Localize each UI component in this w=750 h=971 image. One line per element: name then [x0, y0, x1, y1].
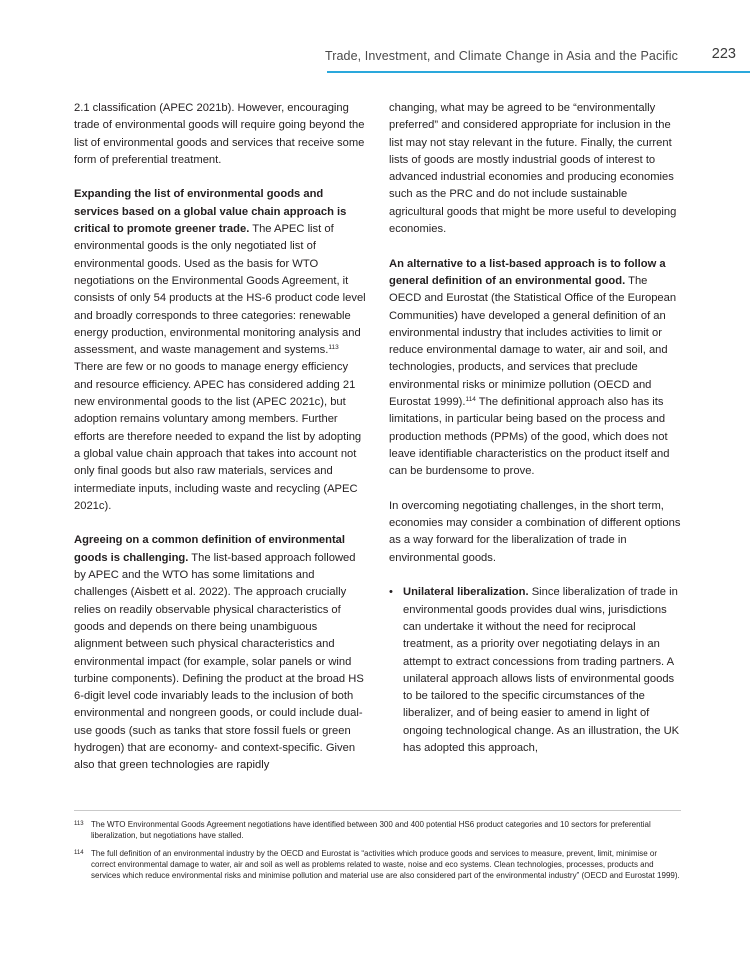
left-column: [74, 100, 367, 792]
page-number: 223: [711, 46, 736, 62]
bullet-lead: Unilateral liberalization.: [403, 586, 529, 599]
paragraph-text: There are few or no goods to manage energy efficiency and resource efficiency. APEC has considered adding 21 new environmental goods to the list (APEC 2021c), but adoption remains voluntary among members. Further efforts are therefore needed to expand the list by adopting a global value chain approach that takes into account not only final goods but also raw materials, services and intermediate inputs, including waste and recycling (APEC 2021c).: [74, 361, 362, 512]
paragraph: [74, 532, 367, 774]
footnote-number: 113: [74, 821, 84, 827]
header-rule: [327, 71, 750, 73]
paragraph-lead: An alternative to a list-based approach is to follow a general definition of an environmental good.: [389, 257, 666, 287]
paragraph-text: In overcoming negotiating challenges, in the short term, economies may consider a combination of different options as a way forward for the liberalization of trade in environmental goods.: [389, 499, 681, 564]
paragraph-text: The list-based approach followed by APEC and the WTO has some limitations and challenges (Aisbett et al. 2022). The approach crucially relies on readily observable physical characteristics of goods and depends on there being unambiguous alignment between such physical characteristics and environmental impact (for example, solar panels or wind turbine components). Defining the product at the broad HS 6-digit level code invariably leads to the inclusion of both environmental and nongreen goods, or could include dual-use goods (such as tanks that store fossil fuels or green hydrogen) that are economy- and context-specific. Given also that green technologies are rapidly: [74, 551, 364, 772]
footnote-text: The WTO Environmental Goods Agreement negotiations have identified between 300 and 400 potential HS6 product categories and 10 sectors for preferential liberalization, but negotiations have stalled.: [91, 820, 651, 840]
right-column: [389, 100, 681, 757]
bullet-text: Since liberalization of trade in environmental goods provides dual wins, jurisdictions can undertake it without the need for reciprocal treatment, as a priority over negotiating delays in an attempt to extract concessions from trading partners. A unilateral approach allows lists of environmental goods to be tailored to the specific circumstances of the liberalizer, and of being easier to amend in light of ongoing technological change. As an illustration, the UK has adopted this approach,: [403, 586, 680, 754]
footnote-ref: 113: [328, 344, 339, 352]
footnote-ref: 114: [465, 396, 476, 404]
footnote: [74, 819, 681, 841]
paragraph-lead: Agreeing on a common definition of environmental goods is challenging.: [74, 534, 346, 564]
paragraph: [389, 100, 681, 238]
bullet-icon: •: [389, 586, 393, 599]
footnotes: [74, 819, 681, 888]
paragraph: [74, 100, 367, 169]
paragraph-text: The OECD and Eurostat (the Statistical Office of the European Communities) have developed a general definition of an environmental industry that includes activities to limit or reduce environmental damage to water, air and soil, and technologies, products, and services that preclude environmental risks or minimize pollution (OECD and Eurostat 1999).: [389, 274, 677, 409]
paragraph-text: changing, what may be agreed to be “environmentally preferred” and considered appropriate for inclusion in the list may not stay relevant in the future. Finally, the current lists of goods are mostly industrial goods of interest to advanced industrial economies and producing economies such as the PRC and do not include sustainable agricultural goods that might be more useful to developing economies.: [389, 102, 677, 236]
footnote-rule: [74, 810, 681, 811]
bullet-item: [389, 584, 681, 757]
footnote-text: The full definition of an environmental industry by the OECD and Eurostat is “activities which produce goods and services to measure, prevent, limit, minimise or correct environmental damage to water, air and soil as well as problems related to waste, noise and eco systems. Clean technologies, processes, products and services which reduce environmental risks and minimise pollution and material use are also considered part of the environmental industry” (OECD and Eurostat 1999).: [91, 849, 680, 880]
running-header-title: Trade, Investment, and Climate Change in Asia and the Pacific: [324, 49, 678, 63]
paragraph-lead: Expanding the list of environmental goods and services based on a global value chain approach is critical to promote greener trade.: [74, 188, 347, 236]
footnote: [74, 848, 681, 881]
paragraph: [389, 498, 681, 567]
footnote-number: 114: [74, 850, 84, 856]
paragraph: [389, 256, 681, 481]
paragraph: [74, 186, 367, 515]
paragraph-text: 2.1 classification (APEC 2021b). However, encouraging trade of environmental goods will require going beyond the list of environmental goods and services that receive some form of preferential treatment.: [74, 102, 365, 166]
paragraph-text: The definitional approach also has its limitations, in particular being based on the process and production methods (PPMs) of the good, which does not leave identifiable characteristics on the product itself and can be burdensome to prove.: [389, 396, 670, 478]
paragraph-text: The APEC list of environmental goods is the only negotiated list of environmental goods. Used as the basis for WTO negotiations on the Environmental Goods Agreement, it consists of only 54 products at the HS-6 product code level and broadly corresponds to three categories: renewable energy production, environmental monitoring analysis and assessment, and waste management and systems.: [74, 223, 366, 357]
